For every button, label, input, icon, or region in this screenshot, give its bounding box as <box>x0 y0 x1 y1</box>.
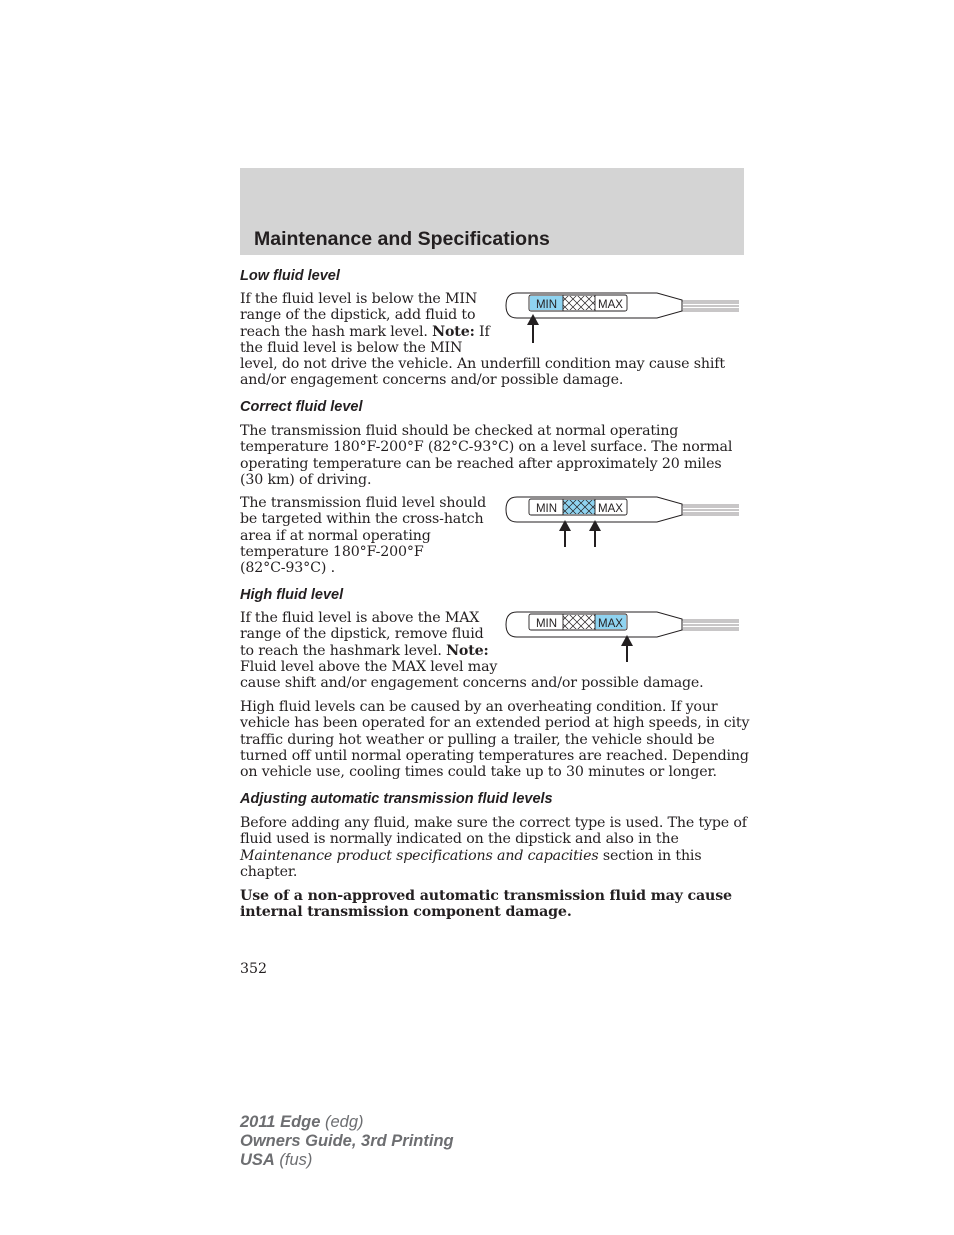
dipstick-min-label: MIN <box>535 503 558 515</box>
text-line: area if at normal operating <box>240 527 431 544</box>
paragraph-correct-fluid-target <box>240 495 486 576</box>
dipstick-max-label: MAX <box>598 503 623 515</box>
note-label: Note: <box>432 323 475 340</box>
dipstick-cable <box>682 505 739 515</box>
paragraph-adjusting-fluid <box>240 815 747 880</box>
text-line: (30 km) of driving. <box>240 471 372 488</box>
text-line: cause shift and/or engagement concerns and/or possible damage. <box>240 675 704 692</box>
heading-low-fluid-level: Low fluid level <box>240 268 340 284</box>
dipstick-max-label: MAX <box>598 618 623 630</box>
dipstick-cable <box>682 301 739 311</box>
paragraph-high-fluid-causes <box>240 699 749 780</box>
dipstick-min-label: MIN <box>535 299 558 311</box>
text-line: traffic during hot weather or pulling a trailer, the vehicle should be <box>240 731 715 748</box>
dipstick-correct-level-diagram <box>505 491 741 563</box>
text-line: The transmission fluid level should <box>240 495 487 511</box>
text-line: vehicle has been operated for an extended period at high speeds, in city <box>240 715 750 732</box>
heading-correct-fluid-level: Correct fluid level <box>240 399 363 415</box>
document-footer <box>240 1113 454 1170</box>
text-line: High fluid levels can be caused by an overheating condition. If your <box>240 699 718 715</box>
text-line: be targeted within the cross-hatch <box>240 511 484 528</box>
footer-guide-edition: Owners Guide, 3rd Printing <box>240 1132 454 1150</box>
dipstick-hatch-zone <box>563 296 595 310</box>
dipstick-min-label: MIN <box>535 618 558 630</box>
text-line: range of the dipstick, add fluid to <box>240 307 476 324</box>
text-line: (82°C-93°C) . <box>240 560 335 577</box>
text-line: range of the dipstick, remove fluid <box>240 626 484 643</box>
text-line: If <box>474 323 490 340</box>
text-line: Before adding any fluid, make sure the correct type is used. The type of <box>240 815 747 831</box>
footer-market: USA <box>240 1151 275 1169</box>
paragraph-correct-fluid-level <box>240 423 732 488</box>
page-number: 352 <box>240 961 268 977</box>
dipstick-hatch-zone <box>563 615 595 629</box>
text-line: chapter. <box>240 863 298 880</box>
level-arrow-lower <box>559 520 571 547</box>
footer-model: 2011 Edge <box>240 1113 321 1131</box>
level-arrow <box>621 635 633 662</box>
text-line: internal transmission component damage. <box>240 904 572 921</box>
text-line: The transmission fluid should be checked at normal operating <box>240 423 679 439</box>
text-line: temperature 180°F-200°F (82°C-93°C) on a level surface. The normal <box>240 439 733 456</box>
text-line: If the fluid level is above the MAX <box>240 610 480 626</box>
dipstick-max-label: MAX <box>598 299 623 311</box>
text-line: and/or engagement concerns and/or possible damage. <box>240 372 624 389</box>
text-line: level, do not drive the vehicle. An underfill condition may cause shift <box>240 356 725 373</box>
text-line: the fluid level is below the MIN <box>240 339 463 356</box>
warning-paragraph <box>240 888 732 921</box>
text-line: fluid used is normally indicated on the dipstick and also in the <box>240 831 679 848</box>
text-line: on vehicle use, cooling times could take up to 30 minutes or longer. <box>240 764 717 781</box>
text-line: Use of a non-approved automatic transmission fluid may cause <box>240 888 732 904</box>
text-line: section in this <box>598 847 702 864</box>
text-line: reach the hash mark level. <box>240 323 433 340</box>
cross-reference: Maintenance product specifications and capacities <box>240 847 599 864</box>
page-title: Maintenance and Specifications <box>254 228 550 250</box>
section-header-band <box>240 168 744 255</box>
heading-adjusting-fluid-levels: Adjusting automatic transmission fluid levels <box>240 791 553 807</box>
level-arrow-upper <box>589 520 601 547</box>
dipstick-low-level-diagram <box>505 287 741 359</box>
footer-market-code: (fus) <box>274 1151 313 1169</box>
heading-high-fluid-level: High fluid level <box>240 587 344 603</box>
text-line: operating temperature can be reached after approximately 20 miles <box>240 455 722 472</box>
text-line: turned off until normal operating temperatures are reached. Depending <box>240 747 749 764</box>
note-label: Note: <box>446 642 489 659</box>
text-line: If the fluid level is below the MIN <box>240 291 478 307</box>
dipstick-high-level-diagram <box>505 606 741 678</box>
text-line: temperature 180°F-200°F <box>240 543 424 560</box>
text-line: Fluid level above the MAX level may <box>240 658 498 675</box>
dipstick-cable <box>682 620 739 630</box>
text-line: to reach the hashmark level. <box>240 642 447 659</box>
footer-model-code: (edg) <box>320 1113 364 1131</box>
